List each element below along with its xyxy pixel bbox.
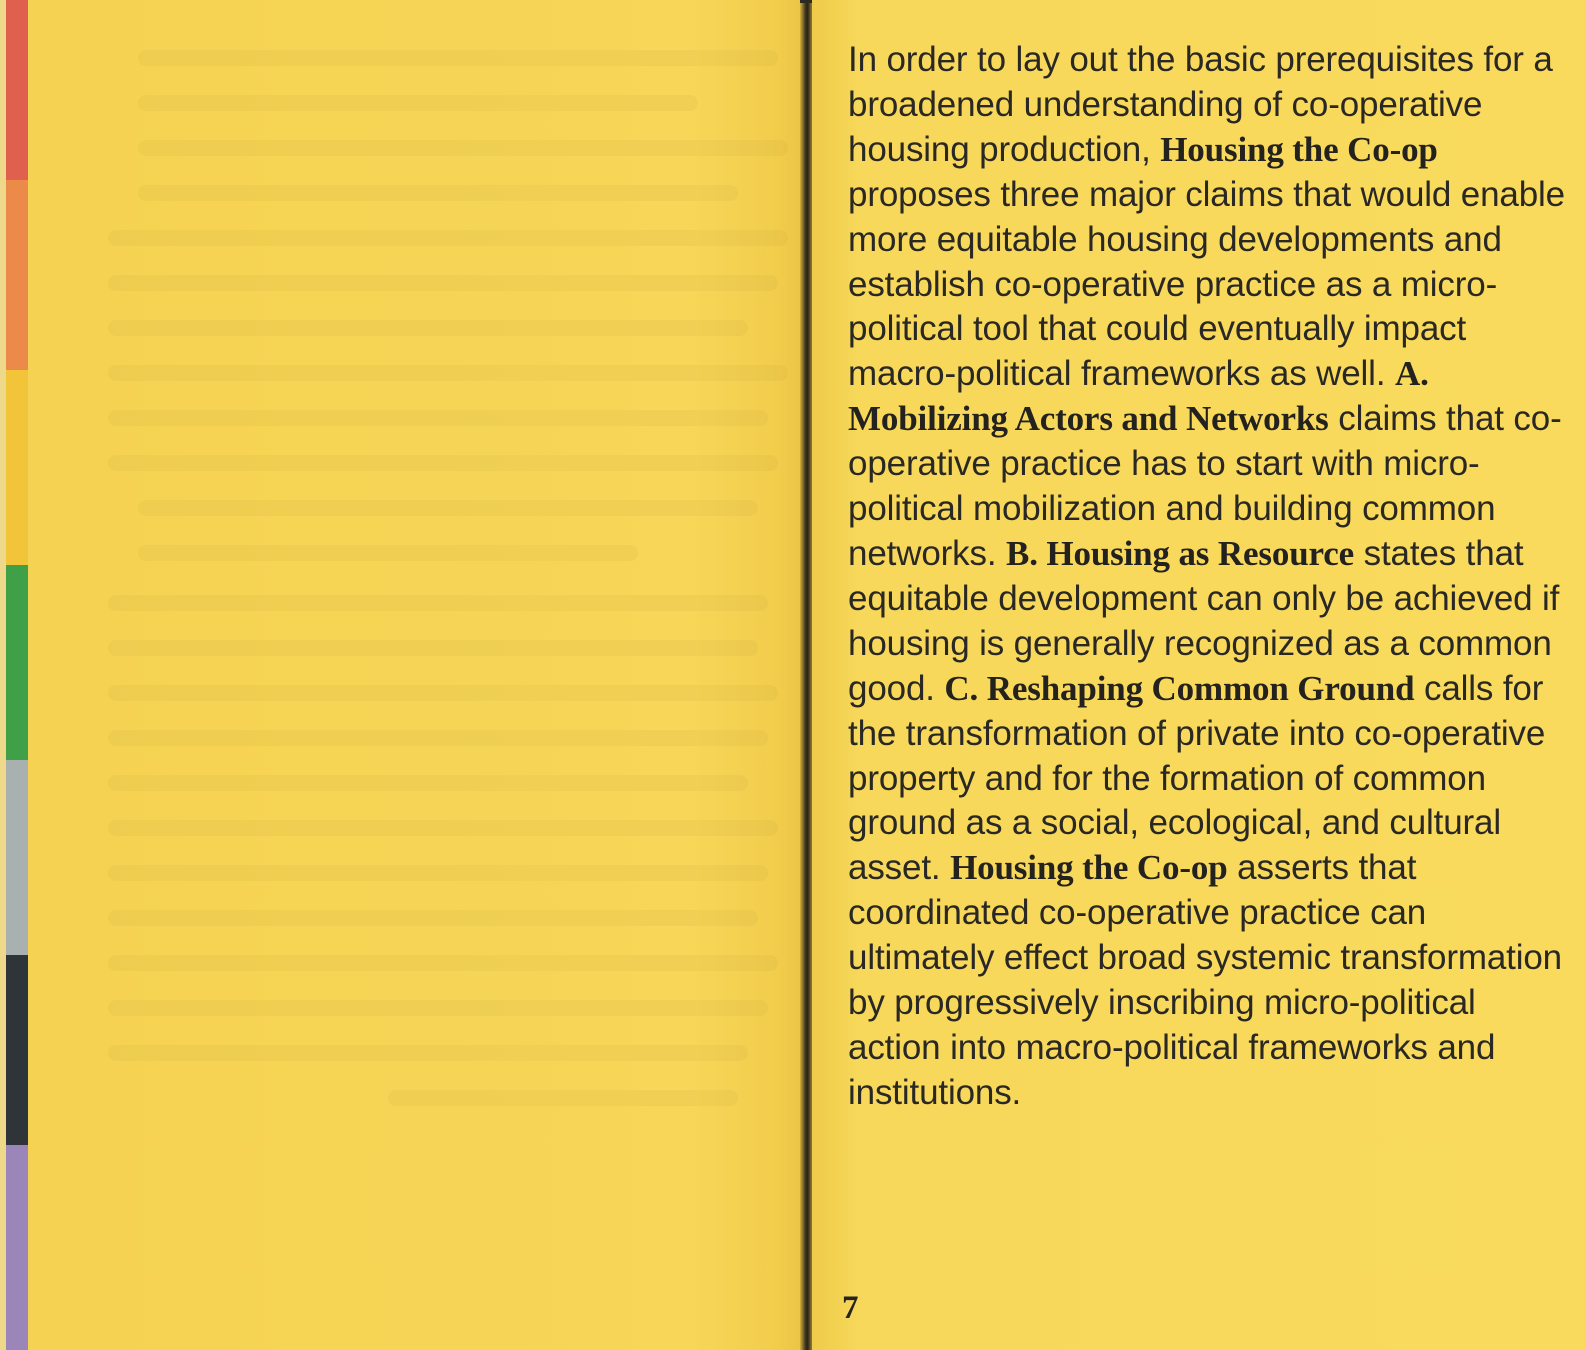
bold-title-phrase: C. Reshaping Common Ground	[944, 668, 1415, 708]
show-through-line	[108, 275, 778, 291]
page-edge-color-strip	[0, 0, 30, 1350]
edge-band-purple	[6, 1145, 28, 1350]
show-through-line	[108, 730, 768, 746]
show-through-line	[108, 595, 768, 611]
show-through-line	[108, 820, 778, 836]
body-text-run: asserts that coordinated co-operative practice can ultimately effect broad systemic transformation by progressively inscribing micro-political action into macro-political frameworks and institutions.	[848, 848, 1562, 1112]
right-page	[812, 0, 1585, 1350]
bold-title-phrase: B. Housing as Resource	[1006, 533, 1355, 573]
edge-band-green	[6, 565, 28, 760]
body-text-run: proposes three major claims that would enable more equitable housing developments and establish co-operative practice as a micro-political tool that could eventually impact macro-political frameworks as well.	[848, 174, 1565, 394]
show-through-line	[138, 50, 778, 66]
show-through-line	[108, 410, 768, 426]
show-through-line	[108, 455, 778, 471]
show-through-line	[108, 365, 788, 381]
show-through-line	[108, 1000, 768, 1016]
bold-title-phrase: Housing the Co-op	[950, 848, 1228, 888]
show-through-line	[108, 865, 768, 881]
edge-band-grey	[6, 760, 28, 955]
bold-title-phrase: Housing the Co-op	[1160, 129, 1438, 169]
edge-band-black	[6, 955, 28, 1145]
show-through-line	[108, 640, 758, 656]
show-through-line	[108, 230, 788, 246]
body-text-run: calls for the transformation of private into co-operative property and for the formation of common ground as a social, ecological, and cultural asset.	[848, 668, 1546, 888]
body-text-run: claims that co-operative practice has to start with micro-political mobilization and building common networks.	[848, 399, 1562, 573]
page-number: 7	[842, 1290, 859, 1326]
show-through-line	[138, 500, 758, 516]
body-text-run: In order to lay out the basic prerequisites for a broadened understanding of co-operative housing production,	[848, 40, 1553, 169]
show-through-line	[108, 910, 758, 926]
bold-title-phrase: A. Mobilizing Actors and Networks	[848, 354, 1429, 439]
edge-band-orange	[6, 180, 28, 370]
show-through-line	[138, 95, 698, 111]
show-through-line	[108, 320, 748, 336]
show-through-line	[108, 1045, 748, 1061]
show-through-line	[138, 185, 738, 201]
body-paragraph	[848, 38, 1576, 1116]
show-through-line	[108, 955, 778, 971]
show-through-line	[108, 775, 748, 791]
show-through-line	[138, 545, 638, 561]
show-through-line	[108, 685, 778, 701]
body-text-run: states that equitable development can only be achieved if housing is generally recognized as a common good.	[848, 533, 1560, 708]
edge-band-yellow	[6, 370, 28, 565]
edge-band-red	[6, 0, 28, 180]
left-page	[28, 0, 808, 1350]
show-through-line	[388, 1090, 738, 1106]
show-through-line	[138, 140, 788, 156]
